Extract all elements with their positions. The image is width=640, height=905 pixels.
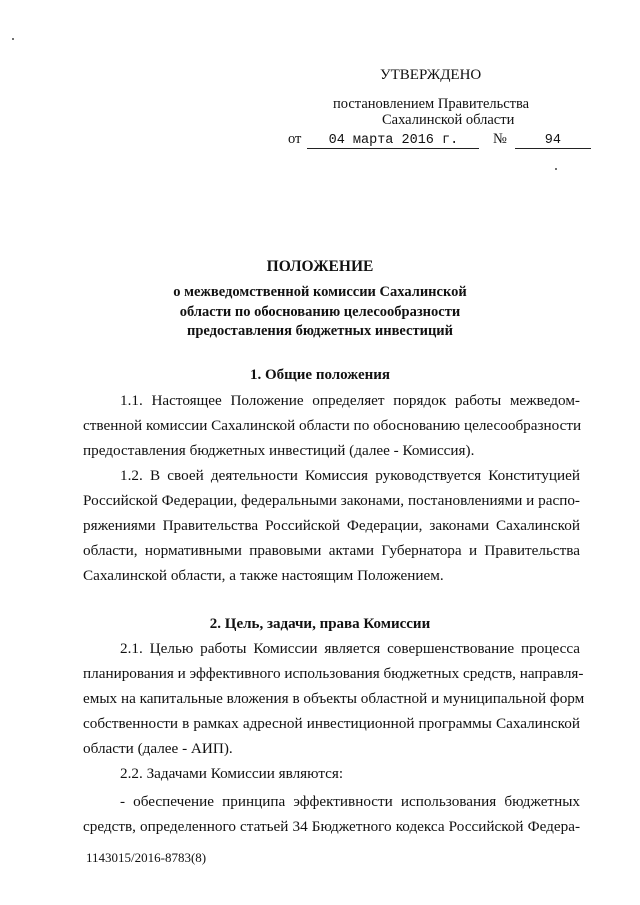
- scan-speck: [555, 168, 557, 170]
- section-1-heading: 1. Общие положения: [249, 367, 391, 383]
- paragraph-line: предоставления бюджетных инвестиций (далее - Комиссия).: [83, 442, 475, 459]
- paragraph-line: ственной комиссии Сахалинской области по обоснованию целесообразности: [83, 417, 582, 434]
- paragraph-line: области, нормативными правовыми актами Губернатора и Правительства: [83, 542, 580, 559]
- approval-stamp: УТВЕРЖДЕНО: [380, 67, 482, 83]
- decree-date-line: [288, 131, 591, 149]
- paragraph-line: Российской Федерации, федеральными законами, постановлениями и распо-: [83, 492, 580, 509]
- paragraph-line: емых на капитальные вложения в объекты областной и муниципальной форм: [83, 690, 585, 707]
- paragraph-line: собственности в рамках адресной инвестиционной программы Сахалинской: [83, 715, 580, 732]
- decree-number: 94: [515, 133, 591, 149]
- number-sign: №: [493, 131, 507, 147]
- paragraph-line: Сахалинской области, а также настоящим Положением.: [83, 567, 444, 584]
- decree-line-1: постановлением Правительства: [333, 96, 530, 112]
- subtitle-line-2: области по обоснованию целесообразности: [179, 304, 461, 320]
- decree-date: 04 марта 2016 г.: [307, 133, 479, 149]
- paragraph-line: 2.2. Задачами Комиссии являются:: [120, 765, 344, 782]
- paragraph-line: 2.1. Целью работы Комиссии является совершенствование процесса: [120, 640, 580, 657]
- scan-speck: [12, 38, 14, 40]
- paragraph-line: области (далее - АИП).: [83, 740, 233, 757]
- document-code: 1143015/2016-8783(8): [86, 850, 207, 865]
- paragraph-line: 1.1. Настоящее Положение определяет порядок работы межведом-: [120, 392, 580, 409]
- subtitle-line-3: предоставления бюджетных инвестиций: [186, 323, 454, 339]
- paragraph-line: ряжениями Правительства Российской Федерации, законами Сахалинской: [83, 517, 580, 534]
- subtitle-line-1: о межведомственной комиссии Сахалинской: [173, 284, 467, 300]
- date-prefix: от: [288, 131, 302, 147]
- paragraph-line: 1.2. В своей деятельности Комиссия руководствуется Конституцией: [120, 467, 580, 484]
- decree-line-2: Сахалинской области: [382, 112, 515, 128]
- paragraph-line: средств, определенного статьей 34 Бюджетного кодекса Российской Федера-: [83, 818, 580, 835]
- section-2-heading: 2. Цель, задачи, права Комиссии: [209, 616, 431, 632]
- paragraph-line: - обеспечение принципа эффективности использования бюджетных: [120, 793, 580, 810]
- document-title: ПОЛОЖЕНИЕ: [266, 258, 374, 275]
- paragraph-line: планирования и эффективного использования бюджетных средств, направля-: [83, 665, 584, 682]
